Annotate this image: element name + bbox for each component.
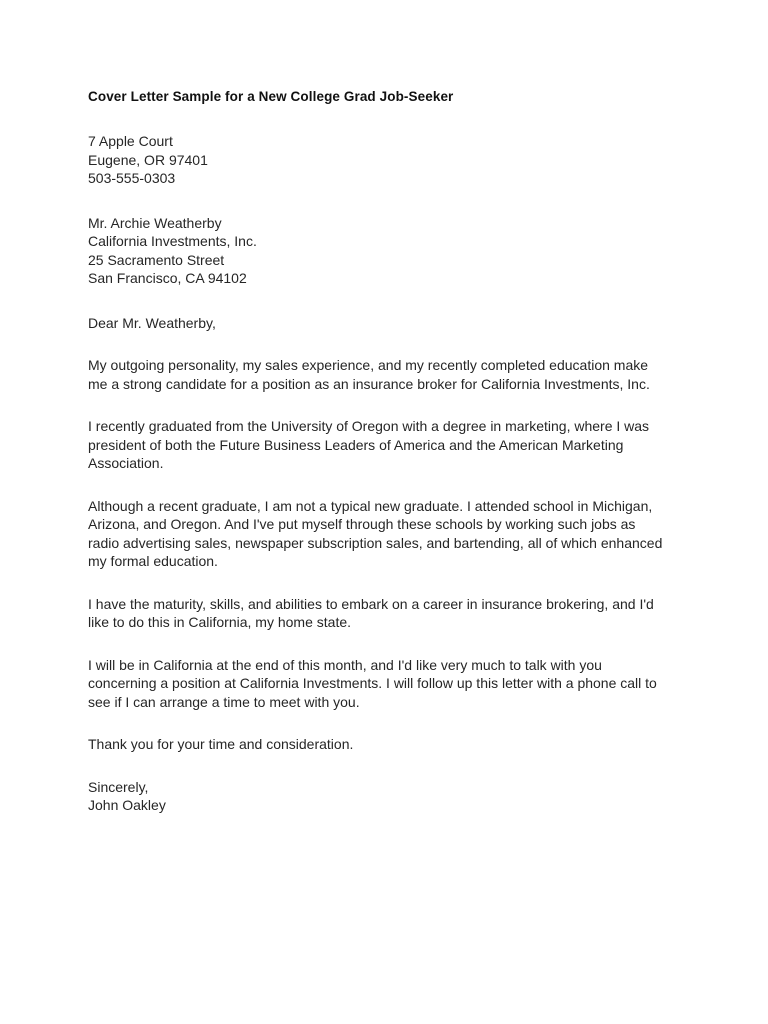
closing-salutation: Sincerely, xyxy=(88,778,149,795)
cover-letter xyxy=(88,88,668,815)
signature-name: John Oakley xyxy=(88,797,166,813)
body-paragraph-2: I recently graduated from the University of Oregon with a degree in marketing, where I was president of both the Future Business Leaders of America and the American Marketing Association. xyxy=(88,418,650,471)
recipient-address-line-company: California Investments, Inc. xyxy=(88,233,257,249)
sender-address-line-phone: 503-555-0303 xyxy=(88,170,176,186)
body-paragraph-4: I have the maturity, skills, and abilities to embark on a career in insurance brokering, and I'd like to do this in California, my home state. xyxy=(88,595,654,630)
body-paragraph-1: My outgoing personality, my sales experience, and my recently completed education make me a strong candidate for a position as an insurance broker for California Investments, Inc. xyxy=(88,357,650,392)
recipient-address-block xyxy=(88,214,668,288)
sender-address-line-street: 7 Apple Court xyxy=(88,133,173,149)
body-paragraph-3: Although a recent graduate, I am not a typical new graduate. I attended school in Michigan, Arizona, and Oregon. And I've put myself through these schools by working such jobs as radio advertising sales, newspaper subscription sales, and bartending, all of which enhanced my formal education. xyxy=(88,497,663,569)
closing-thanks-paragraph: Thank you for your time and consideration. xyxy=(88,736,354,752)
sender-address-line-city: Eugene, OR 97401 xyxy=(88,151,208,168)
recipient-address-line-name: Mr. Archie Weatherby xyxy=(88,214,222,231)
recipient-address-line-city: San Francisco, CA 94102 xyxy=(88,270,247,286)
page-title: Cover Letter Sample for a New College Grad Job-Seeker xyxy=(88,89,454,104)
body-paragraph-5: I will be in California at the end of this month, and I'd like very much to talk with you concerning a position at California Investments. I will follow up this letter with a phone call to see if I can arrange a time to meet with you. xyxy=(88,656,657,710)
signature-block xyxy=(88,778,668,815)
recipient-address-line-street: 25 Sacramento Street xyxy=(88,251,225,268)
salutation: Dear Mr. Weatherby, xyxy=(88,314,216,331)
sender-address-block xyxy=(88,132,668,188)
